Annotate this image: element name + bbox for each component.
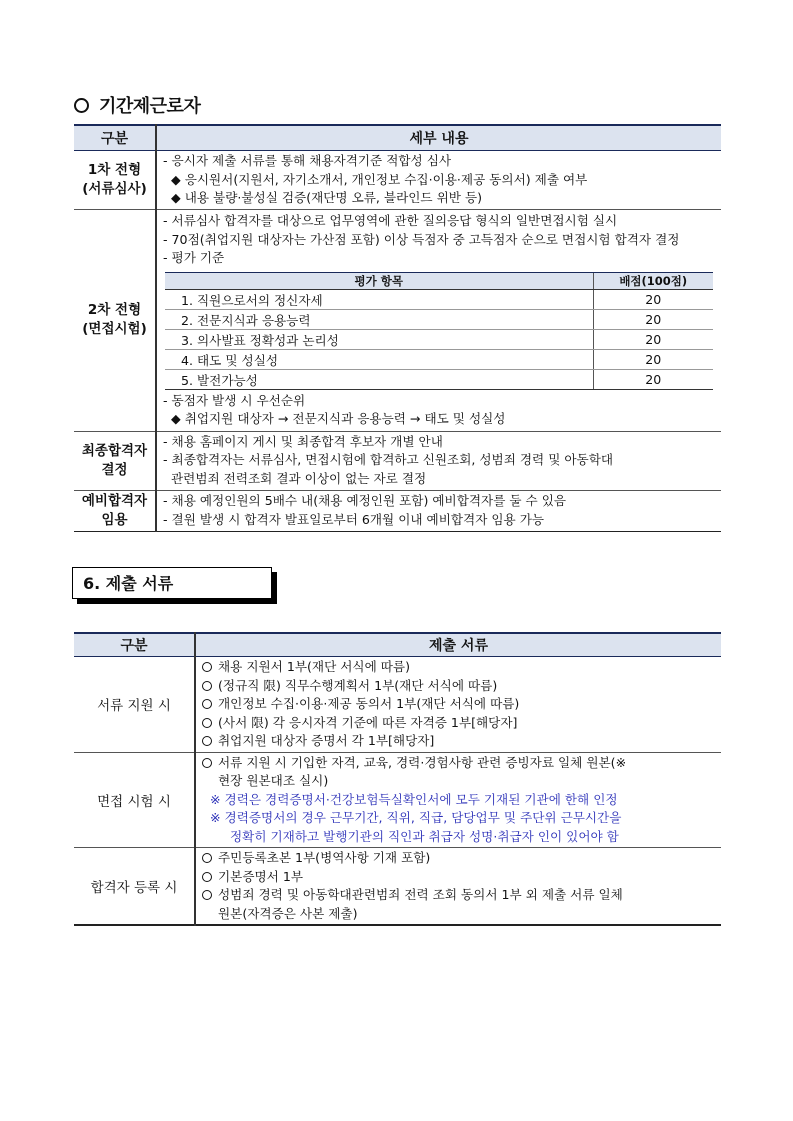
document-item: (정규직 限) 직무수행계획서 1부(재단 서식에 따름) <box>196 677 721 696</box>
detail-line: - 채용 홈페이지 게시 및 최종합격 후보자 개별 안내 <box>163 433 443 449</box>
required-documents-table <box>74 632 721 926</box>
detail-line: ◆ 응시원서(지원서, 자기소개서, 개인정보 수집·이용·제공 동의서) 제출 여부 <box>171 171 588 187</box>
document-item: (사서 限) 각 응시자격 기준에 따른 자격증 1부[해당자] <box>196 714 721 733</box>
detail-line: - 채용 예정인원의 5배수 내(채용 예정인원 포함) 예비합격자를 둘 수 있음 <box>163 493 567 508</box>
circle-bullet-icon <box>202 662 212 672</box>
circle-bullet-icon <box>202 681 212 691</box>
eval-header-item: 평가 항목 <box>165 272 593 289</box>
header-category: 구분 <box>74 125 156 151</box>
table-row <box>74 848 721 926</box>
circle-bullet-icon <box>202 853 212 863</box>
category-label: 2차 전형 <box>87 302 142 319</box>
category-sublabel: 결정 <box>101 461 128 478</box>
circle-bullet-icon <box>74 98 89 113</box>
circle-bullet-icon <box>202 872 212 882</box>
category-label: 합격자 등록 시 <box>74 848 195 926</box>
detail-line: - 결원 발생 시 합격자 발표일로부터 6개월 이내 예비합격자 임용 가능 <box>163 511 545 527</box>
category-sublabel: (서류심사) <box>82 181 147 197</box>
detail-line: 관련범죄 전력조회 결과 이상이 없는 자로 결정 <box>171 470 427 486</box>
category-label: 최종합격자 <box>81 442 148 459</box>
circle-bullet-icon <box>202 890 212 900</box>
circle-bullet-icon <box>202 718 212 728</box>
selection-process-table <box>74 124 721 532</box>
detail-line: - 응시자 제출 서류를 통해 채용자격기준 적합성 심사 <box>163 153 452 169</box>
eval-row: 1. 직원으로서의 정신자세 20 <box>165 289 713 309</box>
eval-row: 2. 전문지식과 응용능력 20 <box>165 309 713 329</box>
evaluation-criteria-table <box>165 272 713 390</box>
document-item: 성범죄 경력 및 아동학대관련범죄 전력 조회 동의서 1부 외 제출 서류 일체 <box>196 886 721 905</box>
document-item: 주민등록초본 1부(병역사항 기재 포함) <box>196 849 721 868</box>
note-line: ※ 경력증명서의 경우 근무기간, 직위, 직급, 담당업무 및 주단위 근무시간을 <box>210 810 622 825</box>
detail-line: ◆ 취업지원 대상자 → 전문지식과 응용능력 → 태도 및 성실성 <box>171 411 506 426</box>
section-title-fixed-term: 기간제근로자 <box>74 92 200 118</box>
note-line: ※ 경력은 경력증명서·건강보험득실확인서에 모두 기재된 기관에 한해 인정 <box>210 791 618 807</box>
circle-bullet-icon <box>202 758 212 768</box>
category-label: 서류 지원 시 <box>74 657 195 753</box>
eval-row: 4. 태도 및 성실성 20 <box>165 349 713 369</box>
eval-row: 5. 발전가능성 20 <box>165 369 713 389</box>
category-label: 1차 전형 <box>87 162 142 178</box>
detail-line: - 평가 기준 <box>163 250 225 265</box>
circle-bullet-icon <box>202 736 212 746</box>
header-category: 구분 <box>74 633 195 657</box>
eval-row: 3. 의사발표 정확성과 논리성 20 <box>165 329 713 349</box>
detail-line: - 70점(취업지원 대상자는 가산점 포함) 이상 득점자 중 고득점자 순으로 면접시험 합격자 결정 <box>163 231 680 247</box>
header-details: 세부 내용 <box>156 125 721 151</box>
document-item-cont: 원본(자격증은 사본 제출) <box>218 905 358 921</box>
document-item: 기본증명서 1부 <box>196 868 721 887</box>
detail-line: - 최종합격자는 서류심사, 면접시험에 합격하고 신원조회, 성범죄 경력 및 아동학대 <box>163 452 614 468</box>
document-item-cont: 현장 원본대조 실시) <box>218 773 329 788</box>
document-item: 취업지원 대상자 증명서 각 1부[해당자] <box>196 732 721 751</box>
header-documents: 제출 서류 <box>195 633 721 657</box>
category-sublabel: (면접시험) <box>82 321 147 338</box>
section-title-documents: 6. 제출 서류 <box>72 567 272 599</box>
detail-line: - 동점자 발생 시 우선순위 <box>163 392 306 408</box>
table-row <box>74 210 721 432</box>
table-row <box>74 490 721 531</box>
eval-header-score: 배점(100점) <box>593 272 713 289</box>
category-label: 면접 시험 시 <box>74 752 195 848</box>
table-row <box>74 151 721 210</box>
detail-line: - 서류심사 합격자를 대상으로 업무영역에 관한 질의응답 형식의 일반면접시험 실시 <box>163 213 618 228</box>
document-item: 개인정보 수집·이용·제공 동의서 1부(재단 서식에 따름) <box>196 695 721 714</box>
detail-line: ◆ 내용 불량·불성실 검증(재단명 오류, 블라인드 위반 등) <box>171 190 483 206</box>
table-row <box>74 431 721 490</box>
document-item: 서류 지원 시 기입한 자격, 교육, 경력·경험사항 관련 증빙자료 일체 원본(※ <box>196 754 721 773</box>
table-row <box>74 752 721 848</box>
category-sublabel: 임용 <box>101 511 128 528</box>
circle-bullet-icon <box>202 699 212 709</box>
category-label: 예비합격자 <box>81 492 148 509</box>
document-item: 채용 지원서 1부(재단 서식에 따름) <box>196 658 721 677</box>
table-row <box>74 657 721 753</box>
note-line: 정확히 기재하고 발행기관의 직인과 취급자 성명·취급자 인이 있어야 함 <box>230 828 619 844</box>
